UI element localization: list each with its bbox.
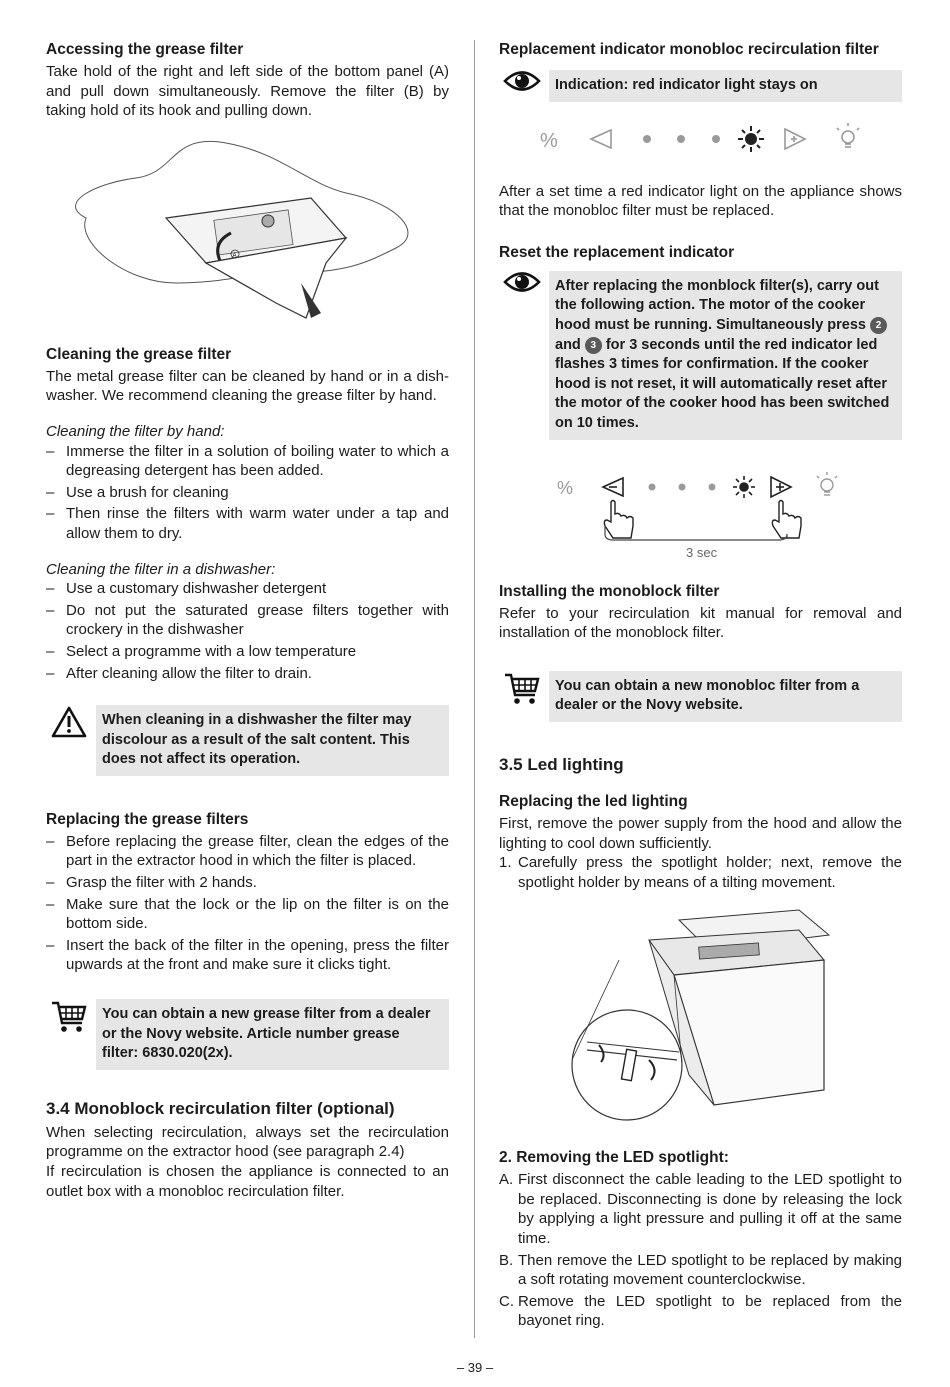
list-item: – Before replacing the grease filter, clean the edges of the part in the extractor hood in which the filter is placed.: [46, 832, 449, 871]
left-column: [46, 40, 449, 1201]
page-number: – 39 –: [456, 1360, 494, 1375]
removing-led-steps: [499, 1170, 902, 1331]
led-step-1: [499, 853, 902, 892]
list-item: – After cleaning allow the filter to drain.: [46, 664, 449, 684]
list-item: – Grasp the filter with 2 hands.: [46, 873, 449, 893]
duration-label: 3 sec: [686, 544, 718, 560]
monoblock-text-2: If recirculation is chosen the appliance is connected to an outlet box with a monobloc recirculation filter.: [46, 1163, 449, 1200]
list-item: – Do not put the saturated grease filters together with crockery in the dishwasher: [46, 601, 449, 640]
button-3-badge: 3: [585, 337, 602, 354]
indicator-title: Replacement indicator monobloc recirculation filter: [499, 41, 879, 58]
list-item: – Insert the back of the filter in the opening, press the filter upwards at the front and make sure it clicks tight.: [46, 936, 449, 975]
list-item: [499, 1292, 902, 1331]
installing-title: Installing the monoblock filter: [499, 582, 720, 600]
list-item: [499, 1251, 902, 1290]
warning-icon: [50, 705, 88, 743]
monoblock-section-title: 3.4 Monoblock recirculation filter (optional): [46, 1098, 395, 1118]
control-panel-figure: [499, 102, 902, 182]
led-section-title: 3.5 Led lighting: [499, 754, 624, 774]
eye-icon: [503, 66, 541, 104]
access-title: Accessing the grease filter: [46, 41, 244, 58]
monobloc-shop-note: [499, 671, 902, 722]
grease-filter-figure: [46, 123, 449, 345]
list-item: – Then rinse the filters with warm water under a tap and allow them to dry.: [46, 504, 449, 543]
step-mark: B.: [499, 1251, 514, 1269]
step-text: Remove the LED spotlight to be replaced from the bayonet ring.: [518, 1292, 902, 1330]
grease-filter-shop-note: [46, 999, 449, 1070]
cleaning-title: Cleaning the grease filter: [46, 345, 232, 363]
hand-cleaning-list: [46, 442, 449, 544]
list-item: [499, 853, 902, 892]
right-column: [499, 40, 902, 1333]
indicator-note: [499, 70, 902, 102]
step-mark: C.: [499, 1292, 514, 1310]
button-2-badge: 2: [870, 317, 887, 334]
reset-note-part-2: for 3 seconds until the red indicator led flashes 3 times for confirmation. If the cooker hood is not reset, it will automatically reset after the motor of the cooker hood has been switched on 10 times.: [555, 336, 890, 431]
installing-text: Refer to your recirculation kit manual for removal and installation of the monoblock filter.: [499, 604, 902, 642]
dishwasher-cleaning-list: [46, 579, 449, 683]
step-mark: A.: [499, 1171, 514, 1189]
reset-note: [499, 271, 902, 440]
warning-text: When cleaning in a dishwasher the filter may discolour as a result of the salt content. This does not affect its operation.: [96, 705, 449, 776]
column-divider: [474, 40, 475, 1338]
replacing-led-text: First, remove the power supply from the hood and allow the lighting to cool down sufficiently.: [499, 814, 902, 852]
hand-cleaning-title: Cleaning the filter by hand:: [46, 422, 225, 440]
warning-note: [46, 705, 449, 776]
indicator-note-text: Indication: red indicator light stays on: [549, 70, 902, 102]
replacing-title: Replacing the grease filters: [46, 810, 249, 828]
replacing-list: [46, 832, 449, 975]
eye-icon: [503, 267, 541, 305]
monoblock-text-1: When selecting recirculation, always set the recirculation programme on the extractor hood (see paragraph 2.4): [46, 1123, 449, 1161]
dishwasher-cleaning-title: Cleaning the filter in a dishwasher:: [46, 560, 276, 578]
shopping-cart-icon: [50, 999, 88, 1037]
list-item: – Use a brush for cleaning: [46, 483, 449, 503]
list-item: – Make sure that the lock or the lip on the filter is on the bottom side.: [46, 895, 449, 934]
percent-symbol: %: [540, 129, 558, 152]
list-item: – Use a customary dishwasher detergent: [46, 579, 449, 599]
step-number: 1.: [499, 854, 512, 872]
monobloc-shop-text: You can obtain a new monobloc filter from a dealer or the Novy website.: [549, 671, 902, 722]
list-item: – Select a programme with a low temperature: [46, 642, 449, 662]
reset-note-and: and: [555, 336, 581, 353]
step-text: Carefully press the spotlight holder; next, remove the spotlight holder by means of a tilting movement.: [518, 854, 902, 891]
access-text: Take hold of the right and left side of the bottom panel (A) and pull down simultaneously. Remove the filter (B) by taking hold of its hook and pulling down.: [46, 63, 449, 120]
removing-led-title: 2. Removing the LED spotlight:: [499, 1149, 729, 1167]
figure-label-a: A: [232, 252, 237, 259]
shopping-cart-icon: [503, 671, 541, 709]
reset-figure: [499, 454, 902, 566]
spotlight-holder-figure: [499, 900, 902, 1140]
cleaning-text: The metal grease filter can be cleaned by hand or in a dishwasher. We recommend cleaning the grease filter by hand.: [46, 367, 449, 405]
list-item: [499, 1170, 902, 1248]
reset-title: Reset the replacement indicator: [499, 243, 735, 261]
replacing-led-title: Replacing the led lighting: [499, 792, 688, 810]
indicator-text: After a set time a red indicator light on the appliance shows that the monobloc filter must be replaced.: [499, 182, 902, 220]
step-text: First disconnect the cable leading to the LED spotlight to be replaced. Disconnecting is done by releasing the lock by applying a light pressure and pulling it off at the same time.: [518, 1171, 902, 1248]
grease-filter-shop-text: You can obtain a new grease filter from a dealer or the Novy website. Article number grease filter: 6830.020(2x).: [96, 999, 449, 1070]
list-item: – Immerse the filter in a solution of boiling water to which a degreasing detergent has been added.: [46, 442, 449, 481]
reset-note-part-1: After replacing the monblock filter(s), carry out the following action. The motor of the cooker hood must be running. Simultaneously press: [555, 277, 879, 333]
reset-note-text: [549, 271, 902, 440]
step-text: Then remove the LED spotlight to be replaced by making a soft rotating movement counterclockwise.: [518, 1251, 902, 1289]
percent-symbol: %: [557, 477, 574, 498]
